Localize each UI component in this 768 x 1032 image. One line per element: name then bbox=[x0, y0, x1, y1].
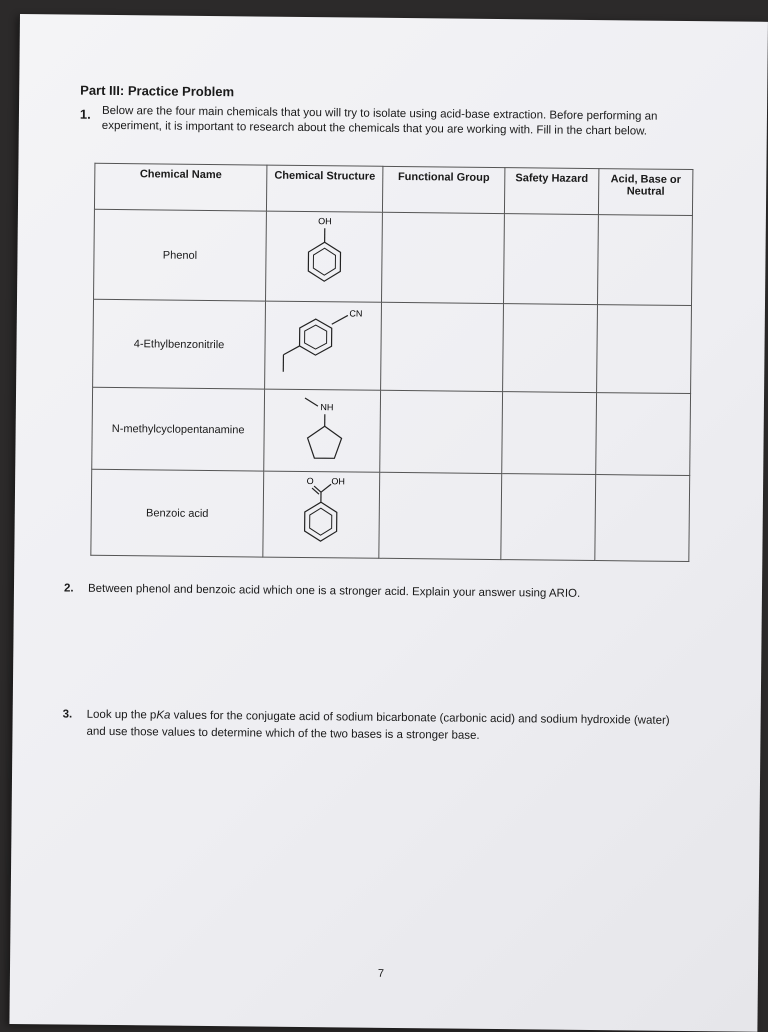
question-2-text: Between phenol and benzoic acid which one is a stronger acid. Explain your answer using ARIO. bbox=[88, 583, 580, 600]
header-acid-base-neutral: Acid, Base or Neutral bbox=[598, 169, 692, 216]
functional-group-cell[interactable] bbox=[380, 390, 503, 473]
safety-hazard-cell[interactable] bbox=[501, 474, 596, 561]
acid-base-cell[interactable] bbox=[597, 215, 692, 306]
chemical-structure-cell bbox=[265, 301, 382, 390]
question-3-number: 3. bbox=[63, 706, 87, 723]
part-title: Part III: Practice Problem bbox=[80, 83, 234, 100]
question-3 bbox=[62, 706, 692, 747]
question-1-text: Below are the four main chemicals that you will try to isolate using acid-base extraction. Before performing an experiment, it is important to research about the chemicals that you are working with. Fill in the chart below. bbox=[102, 104, 694, 140]
chemical-name-cell: N-methylcyclopentanamine bbox=[92, 387, 265, 471]
question-2 bbox=[64, 582, 684, 600]
safety-hazard-cell[interactable] bbox=[503, 304, 598, 393]
chemical-name-cell: Benzoic acid bbox=[91, 469, 264, 557]
svg-text:OH: OH bbox=[331, 476, 345, 486]
ethylbenzonitrile-structure-icon bbox=[265, 302, 382, 389]
table-row bbox=[93, 299, 692, 393]
table-row bbox=[92, 387, 691, 475]
chart-header-row bbox=[94, 163, 692, 215]
chemical-chart bbox=[90, 163, 693, 562]
safety-hazard-cell[interactable] bbox=[502, 392, 597, 475]
chemical-structure-cell bbox=[263, 471, 380, 558]
chemical-structure-cell bbox=[264, 389, 381, 472]
phenol-structure-icon bbox=[266, 212, 383, 301]
svg-text:CN: CN bbox=[349, 308, 362, 318]
worksheet-page bbox=[9, 14, 768, 1032]
functional-group-cell[interactable] bbox=[381, 302, 504, 391]
svg-text:O: O bbox=[307, 476, 314, 486]
header-safety-hazard: Safety Hazard bbox=[504, 168, 598, 215]
header-chemical-name: Chemical Name bbox=[94, 163, 266, 211]
methylcyclopentanamine-structure-icon bbox=[264, 390, 381, 471]
header-functional-group: Functional Group bbox=[382, 166, 504, 213]
functional-group-cell[interactable] bbox=[379, 472, 502, 559]
chemical-name-cell: Phenol bbox=[94, 209, 267, 301]
question-3-text: Look up the pKa values for the conjugate acid of sodium bicarbonate (carbonic acid) and sodium hydroxide (water) and use those values to determine which of the two bases is a stronger base. bbox=[86, 707, 686, 747]
question-1-number: 1. bbox=[80, 107, 91, 122]
svg-text:OH: OH bbox=[318, 216, 332, 226]
page-number: 7 bbox=[378, 968, 384, 980]
header-chemical-structure: Chemical Structure bbox=[266, 165, 382, 212]
chemical-name-cell: 4-Ethylbenzonitrile bbox=[93, 299, 266, 389]
acid-base-cell[interactable] bbox=[595, 475, 690, 562]
functional-group-cell[interactable] bbox=[382, 212, 505, 303]
svg-text:NH: NH bbox=[320, 402, 333, 412]
table-row bbox=[94, 209, 693, 305]
question-2-number: 2. bbox=[64, 582, 88, 594]
chemical-structure-cell bbox=[266, 211, 383, 302]
acid-base-cell[interactable] bbox=[597, 305, 692, 394]
table-row bbox=[91, 469, 690, 561]
benzoic-acid-structure-icon bbox=[263, 472, 380, 557]
acid-base-cell[interactable] bbox=[596, 393, 691, 476]
safety-hazard-cell[interactable] bbox=[503, 214, 598, 305]
